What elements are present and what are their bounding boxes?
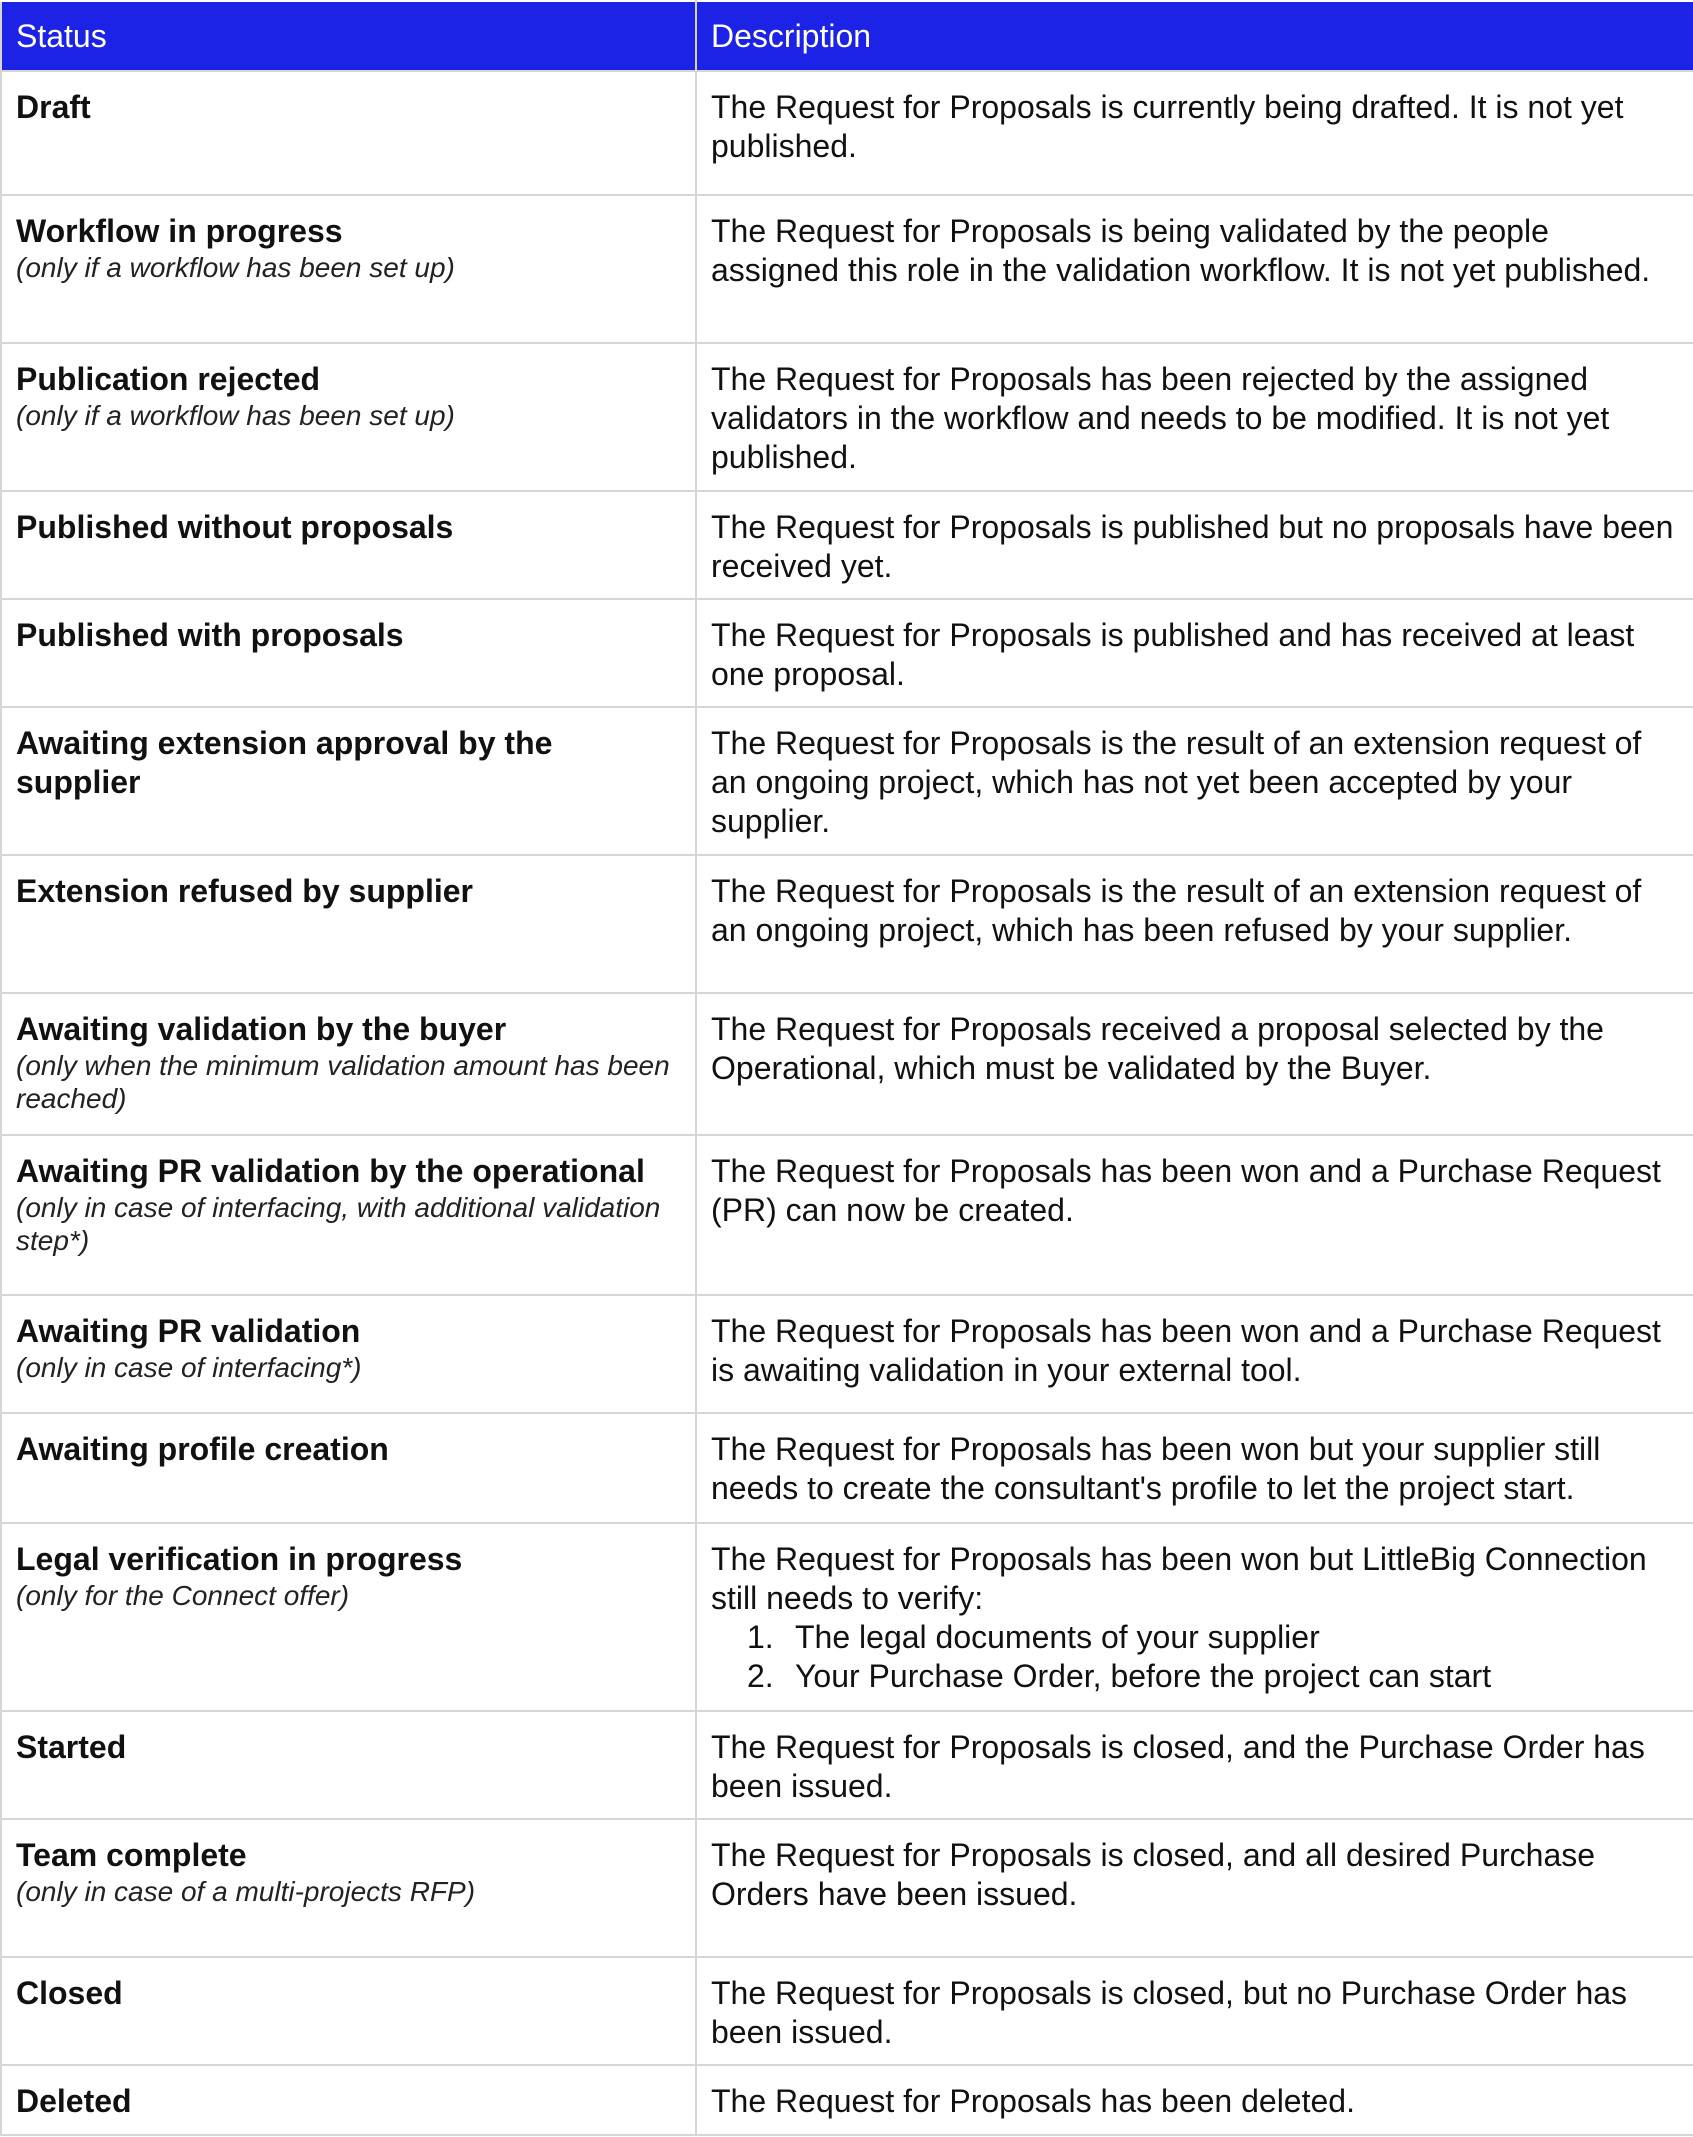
status-description: The Request for Proposals is published but no proposals have been received yet. [711, 509, 1674, 584]
table-header-row [1, 1, 1693, 71]
table-row [1, 1295, 1693, 1413]
description-column-header: Description [696, 1, 1693, 71]
status-name: Awaiting extension approval by the supplier [16, 725, 553, 800]
status-name: Workflow in progress [16, 213, 343, 249]
status-cell [1, 491, 696, 599]
description-cell [696, 71, 1693, 195]
description-cell [696, 195, 1693, 343]
status-cell [1, 195, 696, 343]
status-description: The Request for Proposals has been won and a Purchase Request is awaiting validation in your external tool. [711, 1313, 1661, 1388]
table-row [1, 1135, 1693, 1295]
status-description: The Request for Proposals is published and has received at least one proposal. [711, 617, 1635, 692]
status-cell [1, 599, 696, 707]
status-cell [1, 993, 696, 1135]
status-cell [1, 1135, 696, 1295]
status-cell [1, 71, 696, 195]
status-cell [1, 343, 696, 491]
status-name: Legal verification in progress [16, 1541, 463, 1577]
status-note: (only in case of a multi-projects RFP) [16, 1876, 476, 1907]
description-cell [696, 1711, 1693, 1819]
description-cell [696, 1957, 1693, 2065]
status-name: Awaiting PR validation by the operational [16, 1153, 645, 1189]
description-cell [696, 1819, 1693, 1957]
status-name: Awaiting PR validation [16, 1313, 361, 1349]
status-name: Published without proposals [16, 509, 454, 545]
status-name: Deleted [16, 2083, 132, 2119]
description-cell [696, 1523, 1693, 1711]
status-note: (only in case of interfacing, with additional validation step*) [16, 1192, 661, 1256]
status-note: (only if a workflow has been set up) [16, 252, 455, 283]
table-row [1, 707, 1693, 855]
status-note: (only if a workflow has been set up) [16, 400, 455, 431]
status-cell [1, 707, 696, 855]
status-cell [1, 855, 696, 993]
description-cell [696, 2065, 1693, 2135]
description-cell [696, 343, 1693, 491]
description-cell [696, 491, 1693, 599]
status-description: The Request for Proposals has been deleted. [711, 2083, 1355, 2119]
description-cell [696, 993, 1693, 1135]
list-item: Your Purchase Order, before the project can start [795, 1658, 1492, 1694]
status-name: Publication rejected [16, 361, 321, 397]
table-row [1, 1413, 1693, 1523]
status-description: The Request for Proposals has been rejected by the assigned validators in the workflow and needs to be modified. It is not yet published. [711, 361, 1610, 475]
verification-list [711, 1618, 1679, 1696]
status-description: The Request for Proposals has been won but LittleBig Connection still needs to verify: [711, 1541, 1647, 1616]
table-row [1, 71, 1693, 195]
status-cell [1, 1413, 696, 1523]
status-name: Awaiting profile creation [16, 1431, 389, 1467]
table-row [1, 2065, 1693, 2135]
status-name: Extension refused by supplier [16, 873, 473, 909]
status-name: Closed [16, 1975, 123, 2011]
status-description: The Request for Proposals has been won but your supplier still needs to create the consultant's profile to let the project start. [711, 1431, 1601, 1506]
status-description: The Request for Proposals is closed, and the Purchase Order has been issued. [711, 1729, 1645, 1804]
status-cell [1, 2065, 696, 2135]
description-cell [696, 855, 1693, 993]
status-name: Published with proposals [16, 617, 404, 653]
status-note: (only in case of interfacing*) [16, 1352, 362, 1383]
description-cell [696, 707, 1693, 855]
status-cell [1, 1523, 696, 1711]
table-row [1, 993, 1693, 1135]
description-cell [696, 1135, 1693, 1295]
status-description: The Request for Proposals is the result of an extension request of an ongoing project, which has not yet been accepted by your supplier. [711, 725, 1642, 839]
description-cell [696, 1295, 1693, 1413]
description-cell [696, 599, 1693, 707]
status-description: The Request for Proposals received a proposal selected by the Operational, which must be validated by the Buyer. [711, 1011, 1604, 1086]
table-row [1, 491, 1693, 599]
status-description: The Request for Proposals is closed, and all desired Purchase Orders have been issued. [711, 1837, 1596, 1912]
description-cell [696, 1413, 1693, 1523]
table-row [1, 1819, 1693, 1957]
table-row [1, 195, 1693, 343]
status-name: Draft [16, 89, 91, 125]
status-note: (only for the Connect offer) [16, 1580, 350, 1611]
table-row [1, 1523, 1693, 1711]
status-cell [1, 1295, 696, 1413]
status-note: (only when the minimum validation amount has been reached) [16, 1050, 670, 1114]
status-cell [1, 1957, 696, 2065]
table-row [1, 599, 1693, 707]
status-cell [1, 1711, 696, 1819]
list-item: The legal documents of your supplier [795, 1619, 1320, 1655]
status-column-header: Status [1, 1, 696, 71]
status-description: The Request for Proposals is being validated by the people assigned this role in the validation workflow. It is not yet published. [711, 213, 1651, 288]
status-name: Awaiting validation by the buyer [16, 1011, 507, 1047]
status-description: The Request for Proposals has been won and a Purchase Request (PR) can now be created. [711, 1153, 1661, 1228]
status-description: The Request for Proposals is the result of an extension request of an ongoing project, which has been refused by your supplier. [711, 873, 1642, 948]
status-cell [1, 1819, 696, 1957]
status-description: The Request for Proposals is currently being drafted. It is not yet published. [711, 89, 1624, 164]
table-row [1, 855, 1693, 993]
table-row [1, 1957, 1693, 2065]
status-name: Team complete [16, 1837, 247, 1873]
status-name: Started [16, 1729, 127, 1765]
table-row [1, 343, 1693, 491]
status-description: The Request for Proposals is closed, but no Purchase Order has been issued. [711, 1975, 1628, 2050]
table-row [1, 1711, 1693, 1819]
